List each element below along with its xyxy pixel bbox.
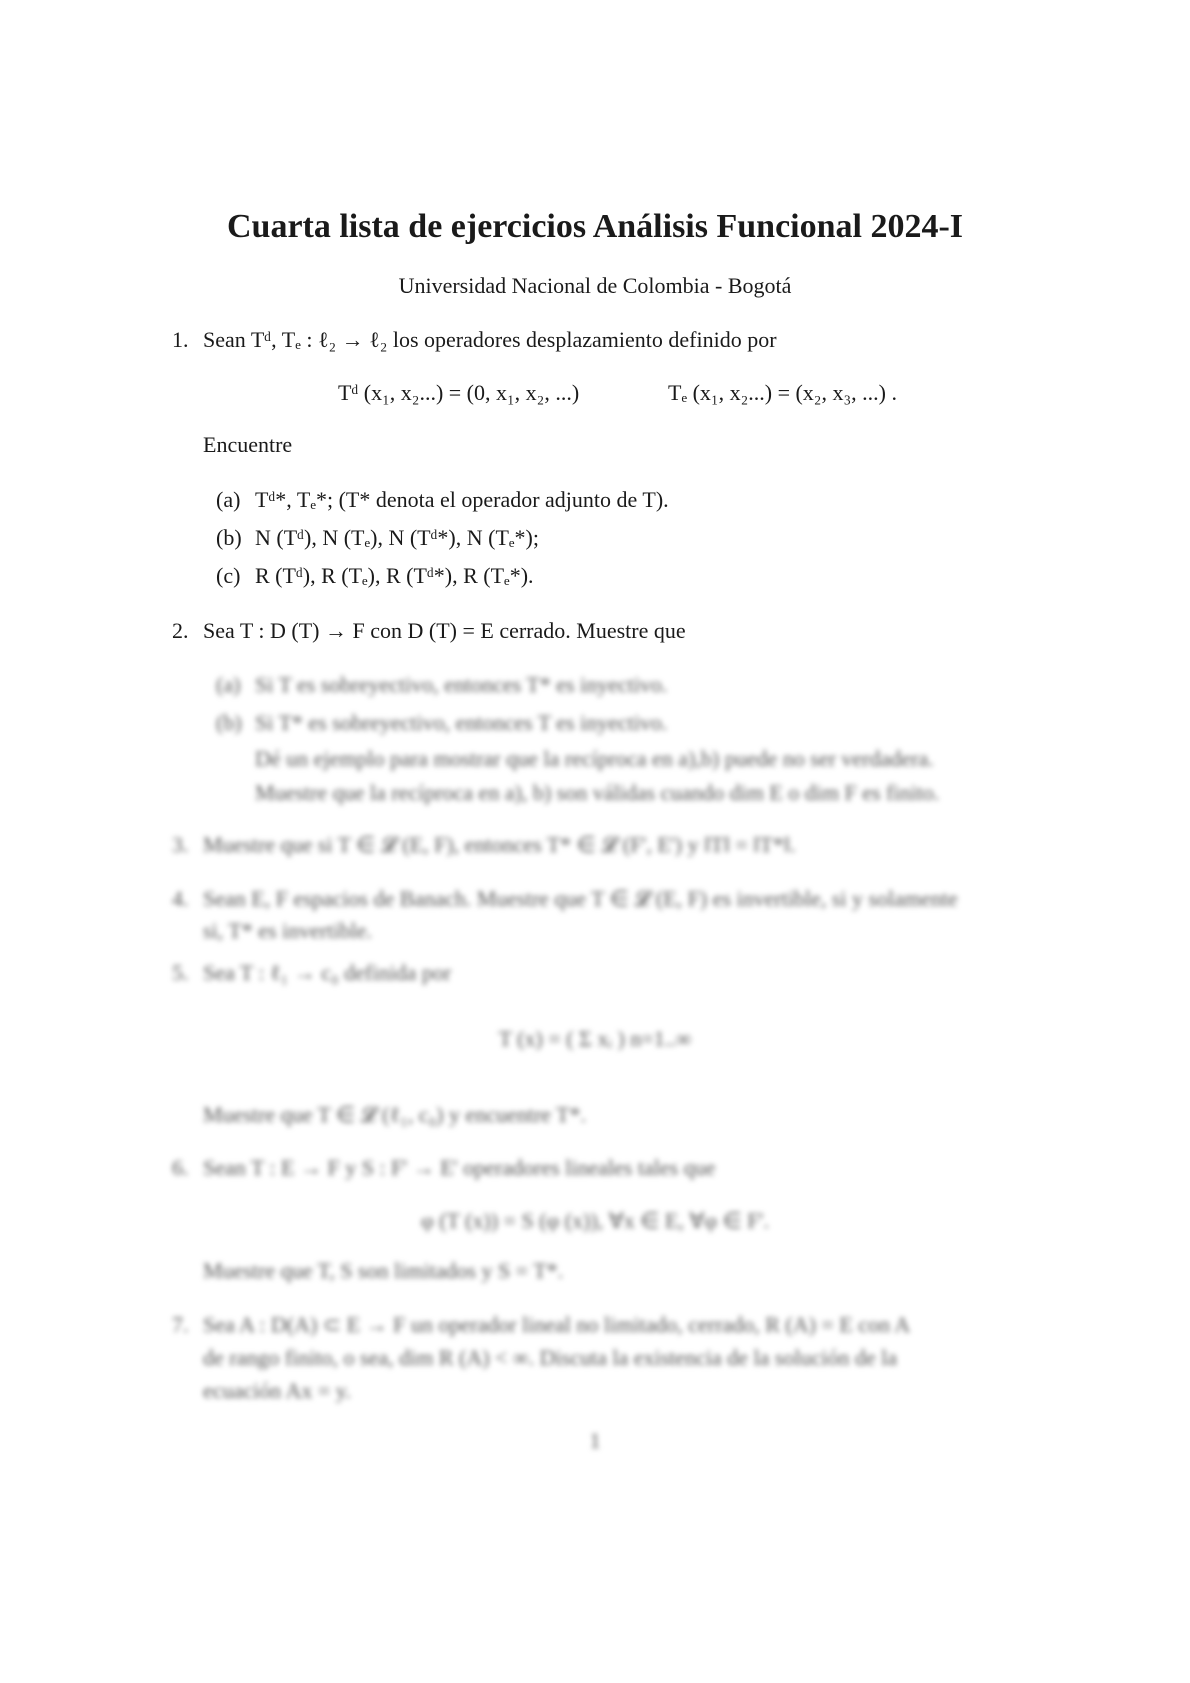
problem-7-statement-1: Sea A : D(A) ⊂ E → F un operador lineal no limitado, cerrado, R (A) = E con A [203,1312,911,1337]
problem-1-display-left: Tᵈ (x₁, x₂...) = (0, x₁, x₂, ...) [338,380,580,405]
document-title: Cuarta lista de ejercicios Análisis Funcional 2024-I [226,208,964,245]
problem-4-number: 4. [172,886,189,911]
problem-3-statement: Muestre que si T ∈ 𝓛 (E, F), entonces T* ∈ 𝓛 (F', E') y ‖T‖ = ‖T*‖. [203,832,796,857]
problem-1-item-b-label: (b) [216,525,242,550]
problem-5-number: 5. [172,960,189,985]
problem-6-display: φ (T (x)) = S (φ (x)), ∀x ∈ E, ∀φ ∈ F'. [421,1208,769,1233]
problem-4-statement-1: Sean E, F espacios de Banach. Muestre que T ∈ 𝓛 (E, F) es invertible, si y solamente [203,886,958,911]
problem-1-statement: Sean Tᵈ, Tₑ : ℓ₂ → ℓ₂ los operadores desplazamiento definido por [203,327,777,352]
problem-1-item-c-label: (c) [216,563,241,588]
problem-7-number: 7. [172,1312,189,1337]
problem-2-extra-1: Dé un ejemplo para mostrar que la recíproca en a),b) puede no ser verdadera. [255,746,934,771]
problem-1-instruction: Encuentre [203,432,293,457]
problem-2-item-b-label: (b) [216,710,242,735]
problem-3-number: 3. [172,832,189,857]
problem-1-item-b-text: N (Tᵈ), N (Tₑ), N (Tᵈ*), N (Tₑ*); [255,525,539,550]
problem-2-item-a-text: Si T es sobreyectivo, entonces T* es inyectivo. [255,672,668,697]
problem-6-number: 6. [172,1155,189,1180]
problem-1-item-a-text: Tᵈ*, Tₑ*; (T* denota el operador adjunto de T). [255,487,669,512]
problem-5-closing: Muestre que T ∈ 𝓛 (ℓ₁, c₀) y encuentre T*. [203,1102,586,1127]
problem-2-number: 2. [172,618,189,643]
problem-1-item-a-label: (a) [216,487,241,512]
problem-2-item-b-text: Si T* es sobreyectivo, entonces T es inyectivo. [255,710,668,735]
problem-1-item-c-text: R (Tᵈ), R (Tₑ), R (Tᵈ*), R (Tₑ*). [255,563,534,588]
problem-5-statement: Sea T : ℓ₁ → c₀ definida por [203,960,452,985]
problem-2-extra-2: Muestre que la recíproca en a), b) son válidas cuando dim E o dim F es finito. [255,780,940,805]
page-number: 1 [589,1428,601,1453]
problem-6-statement: Sean T : E → F y S : F' → E' operadores lineales tales que [203,1155,716,1180]
problem-4-statement-2: si, T* es invertible. [203,918,372,943]
problem-7-statement-3: ecuación Ax = y. [203,1378,351,1403]
problem-5-display: T (x) = ( Σ xᵢ ) n=1..∞ [498,1026,692,1051]
problem-6-closing: Muestre que T, S son limitados y S = T*. [203,1258,564,1283]
problem-7-statement-2: de rango finito, o sea, dim R (A) < ∞. Discuta la existencia de la solución de la [203,1345,898,1370]
problem-2-statement: Sea T : D (T) → F con D (T) = E cerrado. Muestre que [203,618,686,643]
problem-2-item-a-label: (a) [216,672,241,697]
document-subtitle: Universidad Nacional de Colombia - Bogotá [398,273,792,298]
problem-1-number: 1. [172,327,189,352]
problem-1-display-right: Tₑ (x₁, x₂...) = (x₂, x₃, ...) . [668,380,897,405]
